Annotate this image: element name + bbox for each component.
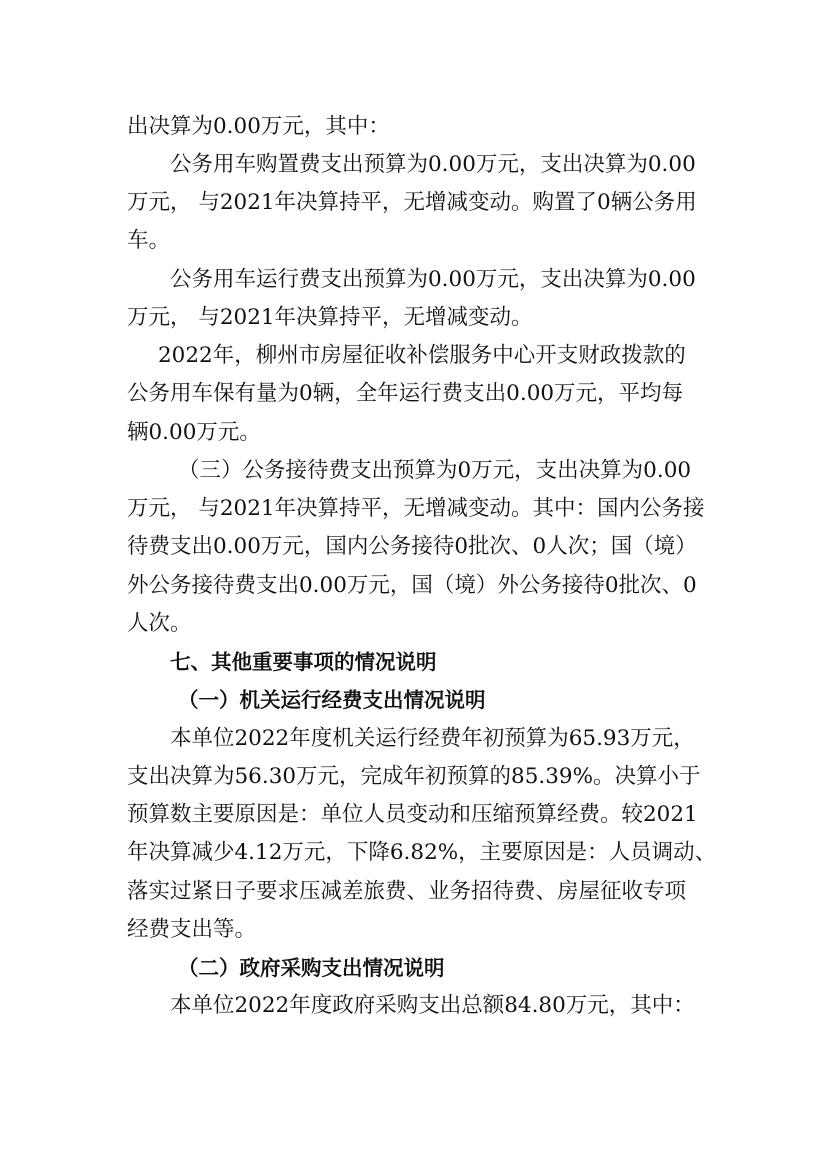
paragraph-line: 万元， 与2021年决算持平，无增减变动。: [127, 305, 533, 330]
paragraph-line: 出决算为0.00万元，其中：: [127, 114, 390, 139]
paragraph-line: 公务用车运行费支出预算为0.00万元，支出决算为0.00: [170, 267, 696, 292]
paragraph-line: 2022年，柳州市房屋征收补偿服务中心开支财政拨款的: [158, 343, 686, 368]
subsection-heading: （一）机关运行经费支出情况说明: [178, 688, 486, 712]
paragraph-line: 公务用车购置费支出预算为0.00万元，支出决算为0.00: [170, 152, 696, 177]
paragraph-line: 辆0.00万元。: [127, 420, 261, 445]
subsection-heading: （二）政府采购支出情况说明: [178, 956, 445, 980]
paragraph-line: 本单位2022年度机关运行经费年初预算为65.93万元，: [170, 726, 695, 751]
paragraph-line: 万元， 与2021年决算持平，无增减变动。其中：国内公务接: [127, 496, 705, 521]
paragraph-line: 外公务接待费支出0.00万元，国（境）外公务接待0批次、0: [127, 573, 697, 598]
paragraph-line: 待费支出0.00万元，国内公务接待0批次、0人次；国（境）: [127, 534, 697, 559]
paragraph-line: 年决算减少4.12万元，下降6.82%，主要原因是：人员调动、: [127, 840, 717, 865]
paragraph-line: 车。: [127, 228, 171, 253]
paragraph-line: 落实过紧日子要求压减差旅费、业务招待费、房屋征收专项: [127, 879, 687, 904]
paragraph-line: 人次。: [127, 611, 192, 636]
paragraph-line: 万元， 与2021年决算持平，无增减变动。购置了0辆公务用: [127, 190, 697, 215]
paragraph-line: 公务用车保有量为0辆，全年运行费支出0.00万元，平均每: [127, 381, 684, 406]
paragraph-line: 预算数主要原因是：单位人员变动和压缩预算经费。较2021: [127, 802, 698, 827]
section-heading: 七、其他重要事项的情况说明: [170, 650, 437, 674]
paragraph-line: 经费支出等。: [127, 917, 257, 942]
paragraph-line: 支出决算为56.30万元，完成年初预算的85.39%。决算小于: [127, 764, 701, 789]
paragraph-line: 本单位2022年度政府采购支出总额84.80万元，其中：: [170, 993, 695, 1018]
paragraph-line: （三）公务接待费支出预算为0万元，支出决算为0.00: [178, 458, 692, 483]
